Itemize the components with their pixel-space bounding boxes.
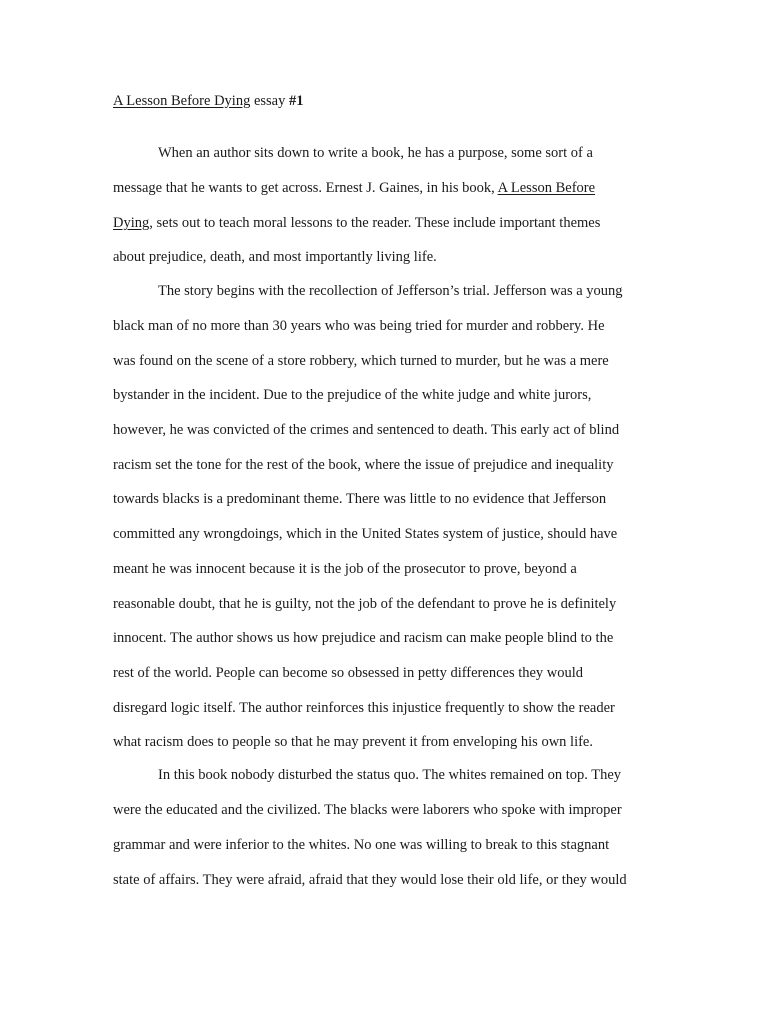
text-line	[113, 835, 609, 855]
essay-title-book: A Lesson Before Dying	[113, 93, 251, 109]
text-segment: were the educated and the civilized. The blacks were laborers who spoke with improper	[113, 802, 622, 818]
text-line	[113, 663, 583, 683]
text-line	[113, 316, 605, 336]
text-segment: disregard logic itself. The author reinforces this injustice frequently to show the reader	[113, 700, 615, 716]
text-segment: bystander in the incident. Due to the prejudice of the white judge and white jurors,	[113, 387, 592, 403]
text-line	[113, 213, 600, 233]
text-segment: however, he was convicted of the crimes and sentenced to death. This early act of blind	[113, 422, 620, 438]
essay-title-number: #1	[289, 93, 304, 109]
text-segment: , sets out to teach moral lessons to the reader. These include important themes	[149, 215, 601, 231]
text-line	[113, 559, 577, 579]
text-line	[158, 765, 621, 785]
text-segment: what racism does to people so that he may prevent it from enveloping his own life.	[113, 734, 593, 750]
text-segment: about prejudice, death, and most importantly living life.	[113, 249, 437, 265]
text-segment: innocent. The author shows us how prejudice and racism can make people blind to the	[113, 630, 614, 646]
text-line	[158, 281, 623, 301]
text-segment: meant he was innocent because it is the job of the prosecutor to prove, beyond a	[113, 561, 577, 577]
text-segment: racism set the tone for the rest of the book, where the issue of prejudice and inequality	[113, 457, 614, 473]
text-line	[113, 489, 606, 509]
text-line	[113, 594, 616, 614]
text-segment: committed any wrongdoings, which in the United States system of justice, should have	[113, 526, 618, 542]
text-segment: When an author sits down to write a book, he has a purpose, some sort of a	[158, 145, 593, 161]
text-line	[113, 732, 593, 752]
text-segment: black man of no more than 30 years who was being tried for murder and robbery. He	[113, 318, 605, 334]
essay-title-rest: essay	[250, 93, 289, 109]
text-segment: The story begins with the recollection of Jefferson’s trial. Jefferson was a young	[158, 283, 623, 299]
text-segment: was found on the scene of a store robbery, which turned to murder, but he was a mere	[113, 353, 609, 369]
text-segment: towards blacks is a predominant theme. There was little to no evidence that Jefferson	[113, 491, 607, 507]
text-line	[113, 800, 622, 820]
text-segment: state of affairs. They were afraid, afraid that they would lose their old life, or they would	[113, 872, 627, 888]
text-segment: message that he wants to get across. Ernest J. Gaines, in his book,	[113, 180, 498, 196]
text-line	[113, 524, 617, 544]
text-segment: In this book nobody disturbed the status quo. The whites remained on top. They	[158, 767, 622, 783]
text-segment: grammar and were inferior to the whites. No one was willing to break to this stagnant	[113, 837, 610, 853]
essay-title	[113, 91, 304, 111]
text-line	[113, 247, 437, 267]
text-line	[113, 698, 615, 718]
text-segment: rest of the world. People can become so obsessed in petty differences they would	[113, 665, 584, 681]
text-line	[113, 178, 595, 198]
text-segment: reasonable doubt, that he is guilty, not the job of the defendant to prove he is definitely	[113, 596, 617, 612]
book-title-underlined: Dying	[113, 215, 150, 231]
text-line	[113, 628, 613, 648]
text-line	[113, 385, 591, 405]
book-title-underlined: A Lesson Before	[497, 180, 596, 196]
text-line	[113, 870, 627, 890]
text-line	[113, 455, 614, 475]
text-line	[113, 351, 609, 371]
text-line	[158, 143, 593, 163]
text-line	[113, 420, 619, 440]
